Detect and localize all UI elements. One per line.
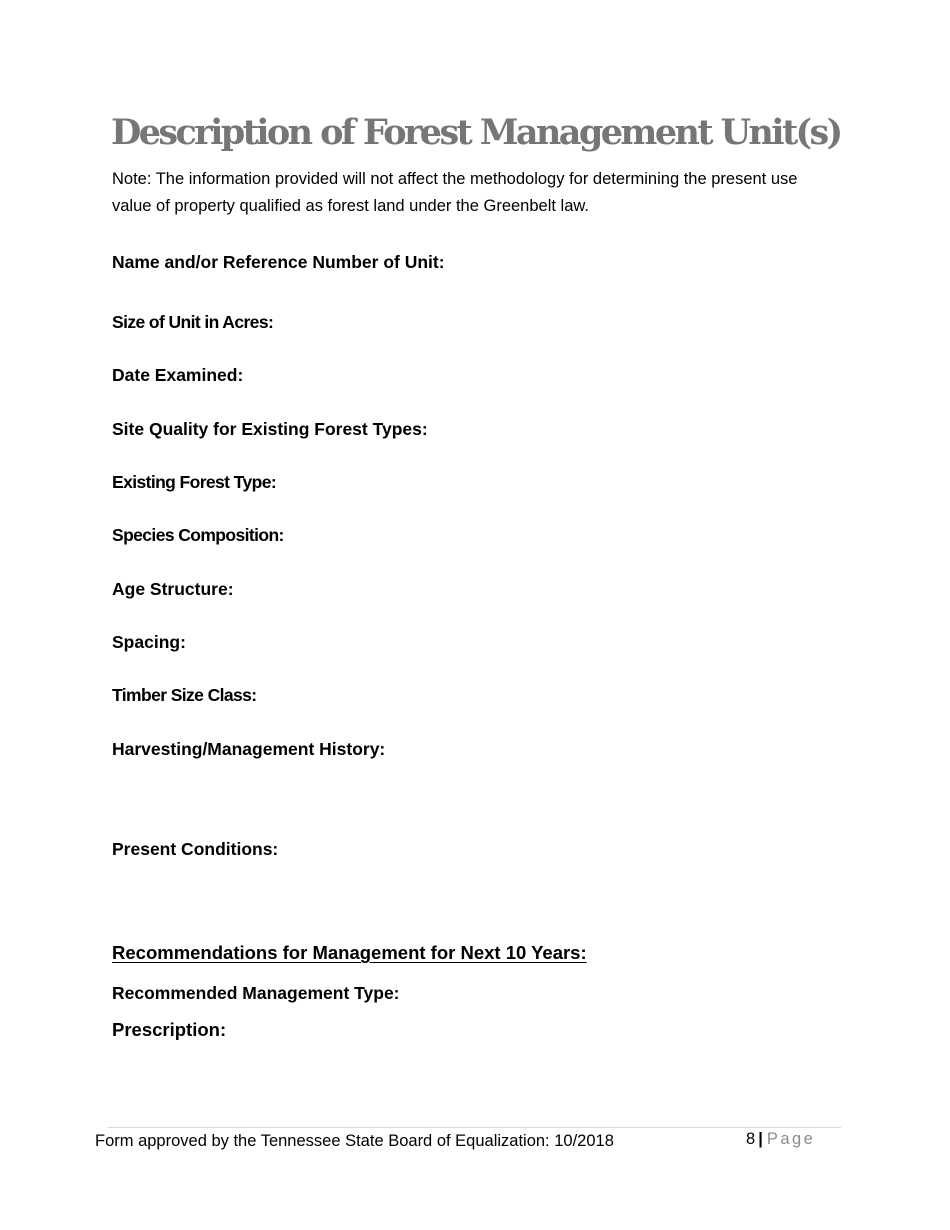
recommendations-heading: Recommendations for Management for Next 10 Years: xyxy=(112,942,587,963)
present-conditions-label: Present Conditions: xyxy=(112,839,279,859)
date-examined-label: Date Examined: xyxy=(112,365,244,385)
footer-divider xyxy=(108,1127,841,1128)
forest-type-label: Existing Forest Type: xyxy=(112,472,277,492)
age-structure-label: Age Structure: xyxy=(112,579,234,599)
page-number xyxy=(746,1130,815,1149)
site-quality-label: Site Quality for Existing Forest Types: xyxy=(112,419,428,439)
management-type-label: Recommended Management Type: xyxy=(112,983,400,1003)
page-title: Description of Forest Management Unit(s) xyxy=(111,112,841,153)
page-separator: | xyxy=(758,1130,763,1148)
name-ref-label: Name and/or Reference Number of Unit: xyxy=(112,252,445,272)
page-number-value: 8 xyxy=(746,1130,756,1148)
footer-approval: Form approved by the Tennessee State Board of Equalization: 10/2018 xyxy=(95,1132,614,1150)
size-label: Size of Unit in Acres: xyxy=(112,312,274,332)
timber-size-label: Timber Size Class: xyxy=(112,685,257,705)
note-text: Note: The information provided will not affect the methodology for determining the present use value of property qualified as forest land under the Greenbelt law. xyxy=(112,170,798,215)
species-label: Species Composition: xyxy=(112,525,284,545)
spacing-label: Spacing: xyxy=(112,632,186,652)
prescription-label: Prescription: xyxy=(112,1019,227,1040)
harvest-history-label: Harvesting/Management History: xyxy=(112,739,386,759)
page-word: Page xyxy=(766,1130,816,1148)
